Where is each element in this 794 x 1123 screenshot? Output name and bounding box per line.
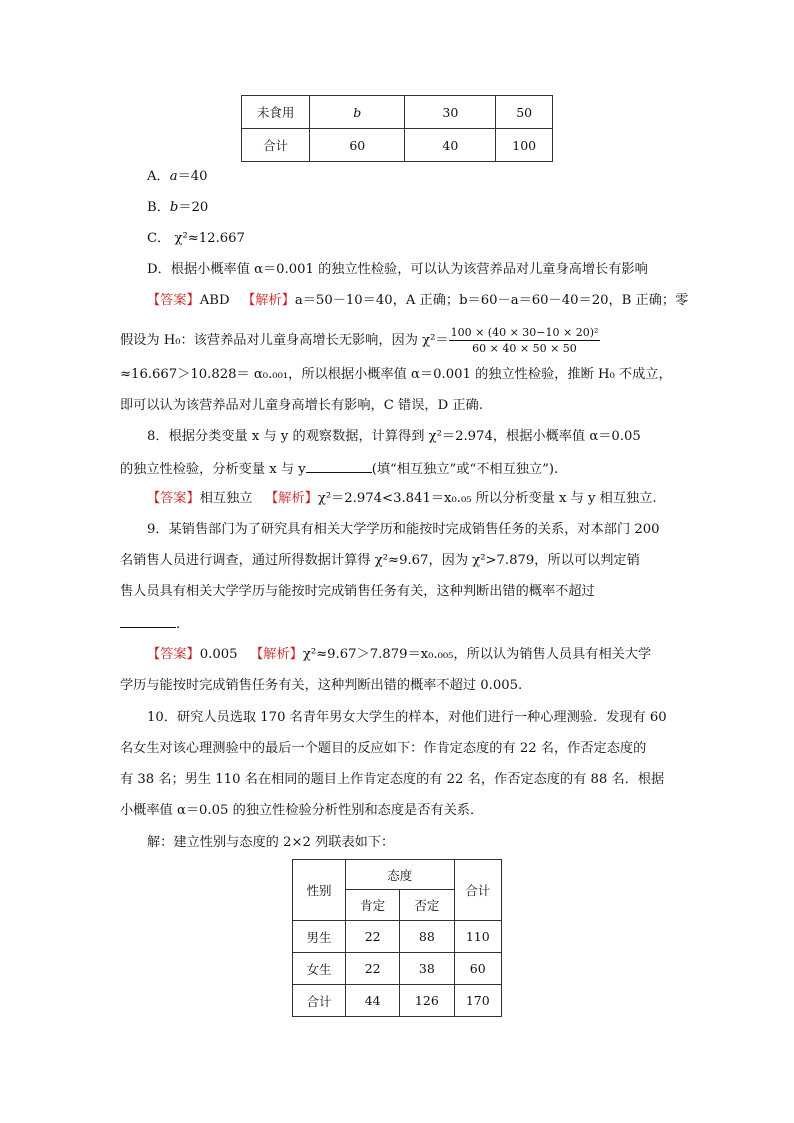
fill-blank [306,458,372,473]
table-cell: 60 [454,953,501,985]
table-header-row [293,860,502,890]
q10-solution: 解：建立性别与态度的 2×2 列联表如下： [147,835,395,850]
q7-analysis-line3: ≈16.667＞10.828＝ α₀.₀₀₁，所以根据小概率值 α＝0.001 的独立性检验，推断 H₀ 不成立， [120,367,672,382]
q9-stem-line1: 9．某销售部门为了研究具有相关大学学历和能按时完成销售任务的关系，对本部门 200 [147,522,660,537]
q9-stem-line2: 名销售人员进行调查，通过所得数据计算得 χ²≈9.67，因为 χ²>7.879，所以可以判定销 [120,553,640,568]
analysis-tag: 【解析】 [242,293,295,308]
table-cell: 未食用 [242,96,310,129]
table-cell: 22 [346,921,400,953]
q9-stem-line3: 售人员具有相关大学学历与能按时完成销售任务有关，这种判断出错的概率不超过 [120,584,595,599]
q9-answer-line [147,645,651,665]
table-row [293,921,502,953]
q8-text: (填“相互独立”或“不相互独立”). [371,462,559,477]
answer-text: 0.005 [199,647,238,662]
option-b [147,198,208,218]
q10-stem-line4: 小概率值 α＝0.05 的独立性检验分析性别和态度是否有关系． [120,803,484,818]
chi-square-fraction [449,325,601,356]
fraction-numerator: 100 × (40 × 30−10 × 20)² [450,326,599,339]
answer-tag: 【答案】 [147,293,200,308]
table-cell: 50 [496,96,553,129]
table-cell: 170 [454,985,501,1017]
analysis-tag: 【解析】 [265,491,318,506]
answer-tag: 【答案】 [147,491,200,506]
q8-text: 的独立性检验，分析变量 x 与 y [120,462,306,477]
q10-stem-line2: 名女生对该心理测验中的最后一个题目的反应如下：作肯定态度的有 22 名，作否定态度的 [120,741,647,756]
subheader-no: 否定 [400,890,454,921]
table-cell: 30 [405,96,496,129]
option-d: D．根据小概率值 α＝0.001 的独立性检验，可以认为该营养品对儿童身高增长有影响 [147,262,648,277]
table-cell: 22 [346,953,400,985]
table-cell: 女生 [293,953,346,985]
subheader-yes: 肯定 [346,890,400,921]
q7-answer-line [147,291,688,311]
table-row [293,985,502,1017]
option-var: b [169,200,179,215]
top-contingency-table [241,95,553,162]
answer-text: 相互独立 [199,491,253,506]
option-c: C． χ²≈12.667 [147,231,245,246]
analysis-text: a＝50－10＝40，A 正确；b＝60－a＝60－40＝20，B 正确；零 [294,293,689,308]
option-a [147,167,208,187]
header-total: 合计 [454,860,501,921]
fill-blank [120,613,176,628]
table-cell: 100 [496,129,553,162]
q10-stem-line3: 有 38 名；男生 110 名在相同的题目上作肯定态度的有 22 名，作否定态度的有 88 名．根据 [120,772,665,787]
gender-attitude-table [292,859,502,1017]
option-text: ＝40 [177,169,208,184]
fraction-denominator: 60 × 40 × 50 × 50 [472,342,577,355]
table-cell: 合计 [242,129,310,162]
header-gender: 性别 [293,860,346,921]
table-cell: b [310,96,405,129]
header-attitude: 态度 [346,860,454,890]
table-row [242,129,553,162]
table-row [242,96,553,129]
analysis-text: 假设为 H₀：该营养品对儿童身高增长无影响，因为 χ²＝ [120,333,449,348]
table-cell: 44 [346,985,400,1017]
option-var: a [169,169,178,184]
table-cell: 40 [405,129,496,162]
analysis-text: χ²＝2.974<3.841＝x₀.₀₅ 所以分析变量 x 与 y 相互独立. [317,491,657,506]
option-label: B． [147,200,170,215]
q9-text: . [176,617,181,632]
q9-stem-line4 [120,613,180,635]
q7-analysis-line4: 即可以认为该营养品对儿童身高增长有影响，C 错误，D 正确. [120,398,483,413]
q8-answer-line [147,489,657,509]
analysis-text: χ²≈9.67＞7.879＝x₀.₀₀₅，所以认为销售人员具有相关大学 [302,647,652,662]
answer-tag: 【答案】 [147,647,200,662]
q8-stem-line1: 8．根据分类变量 x 与 y 的观察数据，计算得到 χ²＝2.974，根据小概率值 α＝0.05 [147,429,641,444]
table-cell: 合计 [293,985,346,1017]
table-cell: 60 [310,129,405,162]
table-cell: 男生 [293,921,346,953]
table-cell: 38 [400,953,454,985]
answer-text: ABD [199,293,230,308]
option-label: A． [147,169,170,184]
table-cell: 88 [400,921,454,953]
table-cell: 126 [400,985,454,1017]
q9-analysis-line2: 学历与能按时完成销售任务有关，这种判断出错的概率不超过 0.005. [120,678,523,693]
analysis-tag: 【解析】 [250,647,303,662]
option-text: ＝20 [178,200,209,215]
q10-stem-line1: 10．研究人员选取 170 名青年男女大学生的样本，对他们进行一种心理测验．发现有 60 [147,710,667,725]
q7-analysis-formula [120,325,600,356]
q8-stem-line2 [120,458,558,480]
table-row [293,953,502,985]
table-cell: 110 [454,921,501,953]
